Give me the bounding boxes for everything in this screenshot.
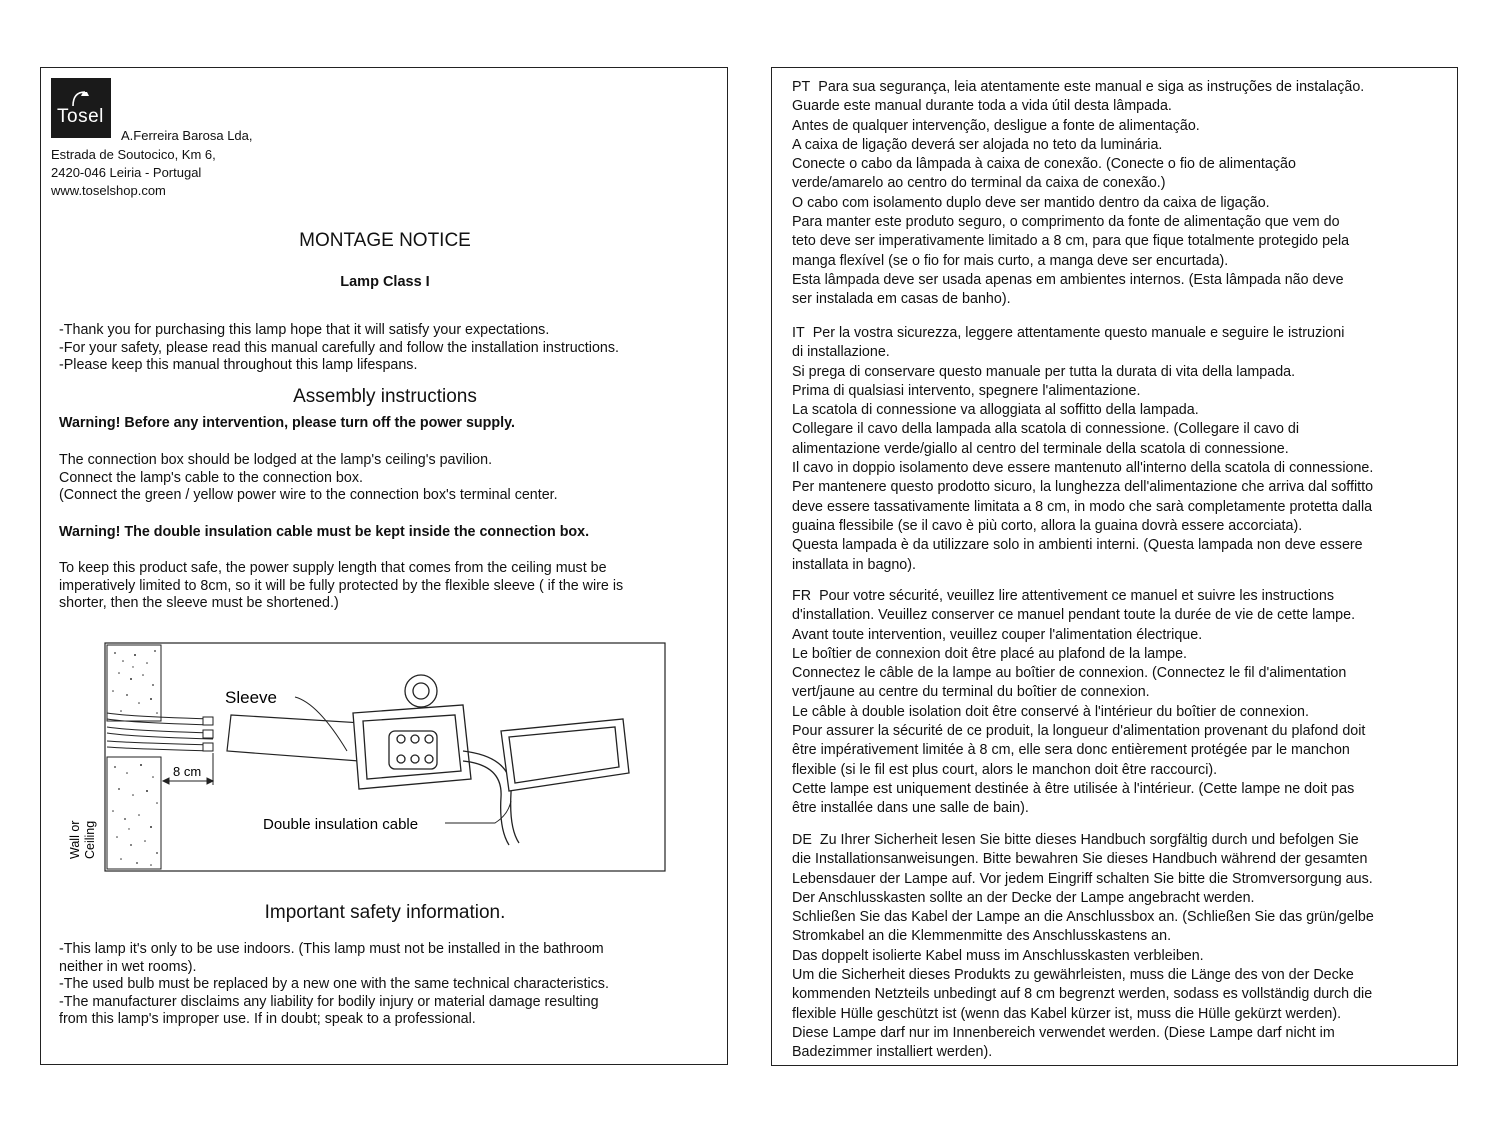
intro-paragraph [59, 322, 619, 375]
pt-line: Conecte o cabo da lâmpada à caixa de conexão. (Conecte o fio de alimentação [792, 156, 1296, 173]
keepsafe-paragraph [59, 560, 623, 613]
fr-line: Pour assurer la sécurité de ce produit, la longueur d'alimentation provenant du plafond doit [792, 723, 1366, 740]
fr-line: Cette lampe est uniquement destinée à être utilisée à l'intérieur. (Cette lampe ne doit pas [792, 780, 1355, 797]
pt-line: ser instalada em casas de banho). [792, 291, 1011, 308]
cable-label: Double insulation cable [263, 816, 419, 833]
pt-line: Esta lâmpada deve ser usada apenas em ambientes internos. (Esta lâmpada não deve [792, 271, 1344, 288]
it-line: Il cavo in doppio isolamento deve essere mantenuto all'interno della scatola di connessione. [792, 460, 1374, 477]
it-line: Per la vostra sicurezza, leggere attentamente questo manuale e seguire le istruzioni [812, 325, 1345, 341]
fr-line: Le câble à double isolation doit être conservé à l'intérieur du boîtier de connexion. [792, 703, 1309, 720]
assembly-diagram [63, 633, 683, 873]
pt-line: Para manter este produto seguro, o comprimento da fonte de alimentação que vem do [792, 214, 1340, 231]
fr-line: Connectez le câble de la lampe au boîtier de connexion. (Connectez le fil d'alimentation [792, 665, 1347, 682]
address-line: Estrada de Soutocico, Km 6, [51, 147, 216, 162]
it-line: La scatola di connessione va alloggiata al soffitto della lampada. [792, 402, 1199, 419]
de-line: flexible Hülle geschützt ist (wenn das Kabel kürzer ist, muss die Hülle gekürzt werden). [792, 1005, 1342, 1022]
de-line: kommenden Netzteils unbedingt auf 8 cm begrenzt werden, sodass es vollständig durch die [792, 986, 1373, 1003]
pt-line: Guarde este manual durante toda a vida útil desta lâmpada. [792, 98, 1172, 115]
section-it [792, 324, 1373, 575]
it-line: alimentazione verde/giallo al centro del terminale della scatola di connessione. [792, 440, 1289, 457]
safety-line: -This lamp it's only to be use indoors. (This lamp must not be installed in the bathroom [59, 941, 604, 957]
fr-line: être impérativement limitée à 8 cm, elle sera donc entièrement protégée par le manchon [792, 742, 1350, 759]
section-de [792, 831, 1374, 1063]
keepsafe-line: imperatively limited to 8cm, so it will be fully protected by the flexible sleeve ( if the wire is [59, 577, 624, 594]
lang-code-de: DE [792, 832, 812, 848]
warning-insulation: Warning! The double insulation cable must be kept inside the connection box. [59, 524, 590, 540]
lang-code-it: IT [792, 325, 805, 341]
connection-paragraph [59, 452, 558, 505]
measure-label: 8 cm [173, 764, 202, 779]
fr-line: Pour votre sécurité, veuillez lire attentivement ce manuel et suivre les instructions [819, 588, 1334, 604]
de-line: Das doppelt isolierte Kabel muss im Anschlusskasten verbleiben. [792, 947, 1204, 964]
pt-line: verde/amarelo ao centro do terminal da caixa de conexão.) [792, 175, 1166, 192]
right-page [771, 67, 1458, 1066]
wall-label-line2: Ceiling [83, 820, 97, 859]
safety-line: from this lamp's improper use. If in doubt; speak to a professional. [59, 1011, 476, 1027]
de-line: Schließen Sie das Kabel der Lampe an die Anschlussbox an. (Schließen Sie das grün/gelbe [792, 909, 1374, 926]
pt-line: manga flexível (se o fio for mais curto, a manga deve ser encurtada). [792, 252, 1229, 269]
fr-line: vert/jaune au centre du terminal du boîtier de connexion. [792, 684, 1150, 701]
it-line: Prima di qualsiasi intervento, spegnere l'alimentazione. [792, 382, 1141, 399]
it-line: Si prega di conservare questo manuale per tutta la durata di vita della lampada. [792, 363, 1296, 380]
lang-code-pt: PT [792, 79, 811, 95]
website-link[interactable]: www.toselshop.com [51, 183, 166, 198]
it-line: guaina flessibile (se il cavo è più corto, allora la guaina dovrà essere accorciata). [792, 517, 1303, 534]
assembly-title: Assembly instructions [293, 386, 477, 407]
page-subtitle: Lamp Class I [340, 274, 430, 290]
connection-line: The connection box should be lodged at the lamp's ceiling's pavilion. [59, 452, 493, 468]
intro-line: -Thank you for purchasing this lamp hope that it will satisfy your expectations. [59, 322, 550, 338]
company-name: A.Ferreira Barosa Lda, [121, 128, 253, 143]
it-line: di installazione. [792, 344, 890, 361]
wall-label-line1: Wall or [68, 820, 82, 859]
wall-lower [107, 757, 161, 869]
it-line: Collegare il cavo della lampada alla scatola di connessione. (Collegare il cavo di [792, 421, 1300, 438]
sleeve-label: Sleeve [225, 688, 277, 707]
it-line: deve essere tassativamente limitata a 8 cm, in modo che sarà completamente protetta dalla [792, 498, 1373, 515]
de-line: Badezimmer installiert werden). [792, 1044, 993, 1061]
connection-line: (Connect the green / yellow power wire to the connection box's terminal center. [59, 487, 558, 503]
de-line: Der Anschlusskasten sollte an der Decke der Lampe angebracht werden. [792, 889, 1255, 906]
keepsafe-line: shorter, then the sleeve must be shortened.) [59, 595, 339, 611]
pt-line: O cabo com isolamento duplo deve ser mantido dentro da caixa de ligação. [792, 194, 1270, 211]
de-line: Um die Sicherheit dieses Produkts zu gewährleisten, muss die Länge des von der Decke [792, 967, 1354, 984]
intro-line: -For your safety, please read this manual carefully and follow the installation instructions. [59, 339, 619, 356]
sleeve [227, 715, 363, 761]
connection-box-lid [501, 719, 629, 791]
safety-paragraph [59, 941, 609, 1029]
pt-line: teto deve ser imperativamente limitado a 8 cm, para que fique totalmente protegido pela [792, 233, 1350, 250]
company-address [51, 146, 216, 200]
it-line: installata in bagno). [792, 556, 916, 573]
warning-power: Warning! Before any intervention, please turn off the power supply. [59, 415, 515, 431]
safety-line: -The used bulb must be replaced by a new one with the same technical characteristics. [59, 976, 609, 992]
connection-box [353, 675, 471, 789]
fr-line: être installée dans une salle de bain). [792, 800, 1029, 817]
keepsafe-line: To keep this product safe, the power supply length that comes from the ceiling must be [59, 560, 607, 576]
fr-line: Avant toute intervention, veuillez couper l'alimentation électrique. [792, 626, 1203, 643]
tosel-logo [51, 78, 111, 138]
it-line: Per mantenere questo prodotto sicuro, la lunghezza dell'alimentazione che arriva dal soffitto [792, 479, 1374, 496]
de-line: die Installationsanweisungen. Bitte bewahren Sie dieses Handbuch während der gesamten [792, 851, 1368, 868]
pt-line: Para sua segurança, leia atentamente este manual e siga as instruções de instalação. [818, 79, 1365, 95]
pt-line: Antes de qualquer intervenção, desligue a fonte de alimentação. [792, 117, 1200, 134]
fr-line: d'installation. Veuillez conserver ce manuel pendant toute la durée de vie de cette lampe. [792, 607, 1356, 624]
de-line: Diese Lampe darf nur im Innenbereich verwendet werden. (Diese Lampe darf nicht im [792, 1024, 1335, 1041]
section-fr [792, 587, 1365, 819]
page-title: MONTAGE NOTICE [299, 230, 471, 251]
de-line: Stromkabel an die Klemmenmitte des Anschlusskastens an. [792, 928, 1172, 945]
intro-line: -Please keep this manual throughout this lamp lifespans. [59, 357, 418, 373]
connection-line: Connect the lamp's cable to the connection box. [59, 469, 363, 486]
logo-brand-text: Tosel [57, 106, 104, 127]
wall-upper [107, 645, 161, 721]
fr-line: Le boîtier de connexion doit être placé au plafond de la lampe. [792, 645, 1188, 662]
lang-code-fr: FR [792, 588, 812, 604]
de-line: Lebensdauer der Lampe auf. Vor jedem Eingriff schalten Sie bitte die Stromversorgung aus. [792, 870, 1373, 887]
safety-line: neither in wet rooms). [59, 958, 197, 975]
safety-line: -The manufacturer disclaims any liability for bodily injury or material damage resulting [59, 993, 599, 1010]
fr-line: flexible (si le fil est plus court, alors le manchon doit être raccourci). [792, 761, 1218, 778]
left-page [40, 67, 728, 1065]
it-line: Questa lampada è da utilizzare solo in ambienti interni. (Questa lampada non deve essere [792, 537, 1363, 554]
safety-title: Important safety information. [264, 902, 506, 923]
section-pt [792, 78, 1364, 310]
pt-line: A caixa de ligação deverá ser alojada no teto da luminária. [792, 136, 1163, 153]
de-line: Zu Ihrer Sicherheit lesen Sie bitte dieses Handbuch sorgfältig durch und befolgen Sie [819, 832, 1359, 848]
lamp-logo-icon [71, 88, 95, 108]
address-line: 2420-046 Leiria - Portugal [51, 165, 202, 180]
